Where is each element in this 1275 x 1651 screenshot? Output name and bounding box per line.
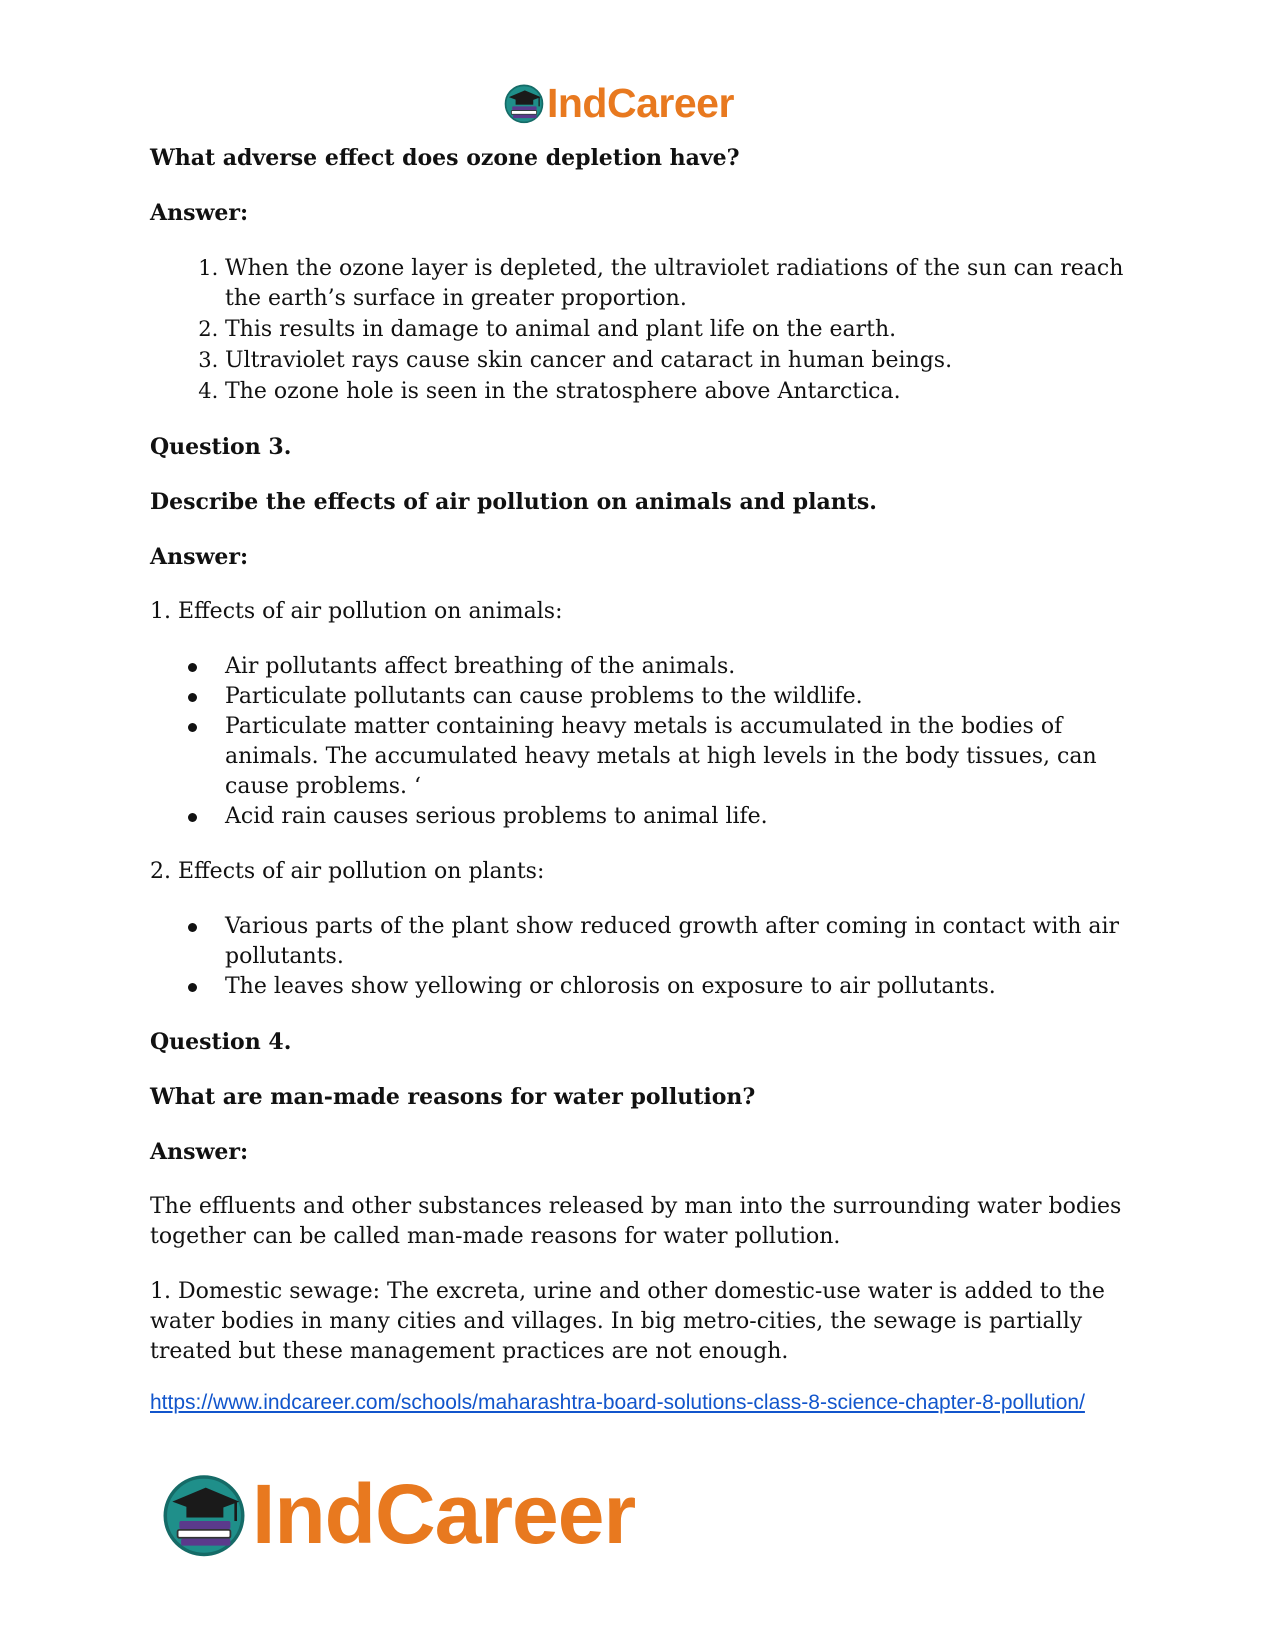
question-4-point-1: 1. Domestic sewage: The excreta, urine and other domestic-use water is added to the water bodies in many cities and villages. In big metro-cities, the sewage is partially treated but these management practices are not enough. [150,1279,1105,1364]
list-item: The leaves show yellowing or chlorosis on exposure to air pollutants. [225,972,1125,1002]
list-item: 4. The ozone hole is seen in the stratosphere above Antarctica. [225,376,1125,407]
source-url-link[interactable]: https://www.indcareer.com/schools/maharashtra-board-solutions-class-8-science-chapter-8-pollution/ [150,1391,1085,1414]
header-logo [503,80,734,126]
question-4-title: What are man-made reasons for water pollution? [150,1084,756,1110]
question-4-label: Question 4. [150,1029,292,1055]
list-item: 1. When the ozone layer is depleted, the ultraviolet radiations of the sun can reach the earth’s surface in greater proportion. [225,253,1125,314]
question-4-intro: The effluents and other substances released by man into the surrounding water bodies together can be called man-made reasons for water pollution. [150,1194,1122,1249]
question-3-answer-label: Answer: [150,544,249,570]
question-3-label: Question 3. [150,434,292,460]
plants-heading: 2. Effects of air pollution on plants: [150,859,545,884]
graduation-cap-globe-icon [160,1470,248,1558]
footer-logo [160,1468,635,1560]
list-item: Air pollutants affect breathing of the animals. [225,652,1125,682]
animals-heading: 1. Effects of air pollution on animals: [150,599,563,624]
question-2-answer-list [150,253,1125,407]
graduation-cap-globe-icon [503,82,545,124]
list-item: Particulate pollutants can cause problems to the wildlife. [225,682,1125,712]
list-item: 3. Ultraviolet rays cause skin cancer and cataract in human beings. [225,345,1125,376]
question-4-answer-label: Answer: [150,1139,249,1165]
question-2-answer-label: Answer: [150,200,249,226]
question-2-title: What adverse effect does ozone depletion have? [150,145,740,171]
brand-name: IndCareer [252,1467,636,1561]
question-3-title: Describe the effects of air pollution on animals and plants. [150,489,877,515]
list-item: 2. This results in damage to animal and plant life on the earth. [225,314,1125,345]
list-item: Particulate matter containing heavy metals is accumulated in the bodies of animals. The accumulated heavy metals at high levels in the body tissues, can cause problems. ‘ [225,712,1125,802]
document-body [150,143,1125,1392]
plants-effects-list [150,912,1125,1002]
animals-effects-list [150,652,1125,832]
list-item: Various parts of the plant show reduced growth after coming in contact with air pollutants. [225,912,1125,972]
brand-name: IndCareer [547,79,734,126]
list-item: Acid rain causes serious problems to animal life. [225,802,1125,832]
